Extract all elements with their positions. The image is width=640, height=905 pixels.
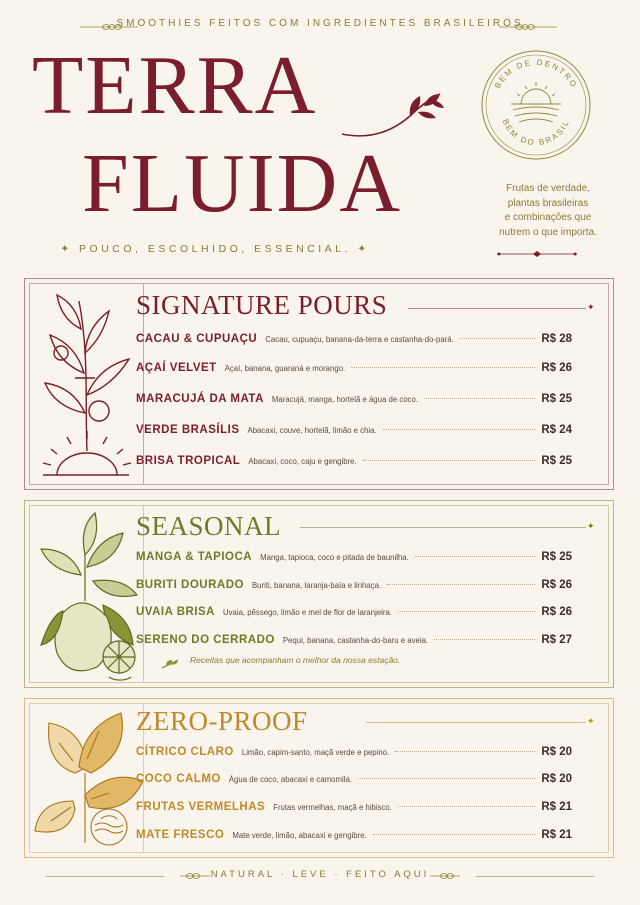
leaf-ornament-icon bbox=[497, 20, 557, 34]
seal-bottom-text: BEM DO BRASIL bbox=[500, 117, 572, 148]
menu-item: AÇAÍ VELVET Açaí, banana, guaraná e morango. R$ 26 bbox=[136, 362, 572, 374]
divider-ornament-icon bbox=[497, 249, 577, 259]
diamond-icon: ✦ bbox=[587, 302, 595, 312]
section-title: ZERO-PROOF bbox=[136, 706, 308, 736]
menu-item: BRISA TROPICAL Abacaxi, coco, caju e gengibre. R$ 25 bbox=[136, 455, 572, 467]
section-illustration bbox=[29, 505, 144, 683]
sunrise-field-icon bbox=[511, 82, 561, 122]
section-title: SIGNATURE POURS bbox=[136, 290, 388, 320]
diamond-icon: ✦ bbox=[357, 243, 370, 255]
menu-item: MATE FRESCO Mate verde, limão, abacaxi e gengibre. R$ 21 bbox=[136, 829, 572, 841]
menu-item: SERENO DO CERRADO Pequi, banana, castanha-do-baru e aveia. R$ 27 bbox=[136, 634, 572, 646]
brand-seal bbox=[479, 48, 593, 162]
section-title: SEASONAL bbox=[136, 511, 282, 541]
section-illustration bbox=[29, 703, 144, 853]
menu-item: MARACUJÁ DA MATA Maracujá, manga, hortelã e água de coco. R$ 25 bbox=[136, 393, 572, 405]
menu-item: BURITI DOURADO Buriti, banana, laranja-baía e linhaça. R$ 26 bbox=[136, 579, 572, 591]
title-line-1: TERRA bbox=[32, 39, 318, 132]
title-line-2: FLUIDA bbox=[82, 137, 402, 230]
menu-item: CACAU & CUPUAÇU Cacau, cupuaçu, banana-da-terra e castanha-do-pará. R$ 28 bbox=[136, 333, 572, 345]
intro-text: Frutas de verdade, plantas brasileiras e combinações que nutrem o que importa. bbox=[499, 183, 597, 238]
menu-item: MANGA & TAPIOCA Manga, tapioca, coco e pitada de baunilha. R$ 25 bbox=[136, 551, 572, 563]
footer-rule bbox=[476, 876, 594, 877]
footer-text: NATURAL · LEVE · FEITO AQUI bbox=[210, 869, 430, 880]
seal-top-text: BEM DE DENTRO bbox=[493, 57, 579, 90]
plant-sunrise-icon bbox=[29, 283, 143, 487]
diamond-icon: ✦ bbox=[587, 521, 595, 531]
section-note: Receitas que acompanham o melhor da nossa estação. bbox=[190, 655, 401, 665]
leaf-ornament-icon bbox=[430, 869, 460, 883]
section-rule bbox=[300, 527, 586, 528]
section-rule bbox=[408, 308, 586, 309]
top-tagline: SMOOTHIES FEITOS COM INGREDIENTES BRASILEIROS bbox=[116, 18, 524, 29]
section-rule bbox=[366, 722, 586, 723]
menu-item: COCO CALMO Água de coco, abacaxi e camomila. R$ 20 bbox=[136, 773, 572, 785]
fruit-branch-icon bbox=[29, 505, 143, 685]
menu-item: CÍTRICO CLARO Limão, capim-santo, maçã verde e pepino. R$ 20 bbox=[136, 746, 572, 758]
monstera-leaf-icon bbox=[29, 703, 143, 855]
menu-item: UVAIA BRISA Uvaia, pêssego, limão e mel de flor de laranjeira. R$ 26 bbox=[136, 606, 572, 618]
leaf-icon bbox=[160, 658, 180, 670]
diamond-icon: ✦ bbox=[587, 716, 595, 726]
menu-item: VERDE BRASÍLIS Abacaxi, couve, hortelã, limão e chia. R$ 24 bbox=[136, 424, 572, 436]
subtitle: ✦ POUCO, ESCOLHIDO, ESSENCIAL. ✦ bbox=[60, 243, 370, 255]
section-illustration bbox=[29, 283, 144, 485]
menu-item: FRUTAS VERMELHAS Frutas vermelhas, maçã e hibisco. R$ 21 bbox=[136, 801, 572, 813]
branch-flourish-icon bbox=[340, 88, 450, 148]
diamond-icon: ✦ bbox=[60, 243, 73, 255]
